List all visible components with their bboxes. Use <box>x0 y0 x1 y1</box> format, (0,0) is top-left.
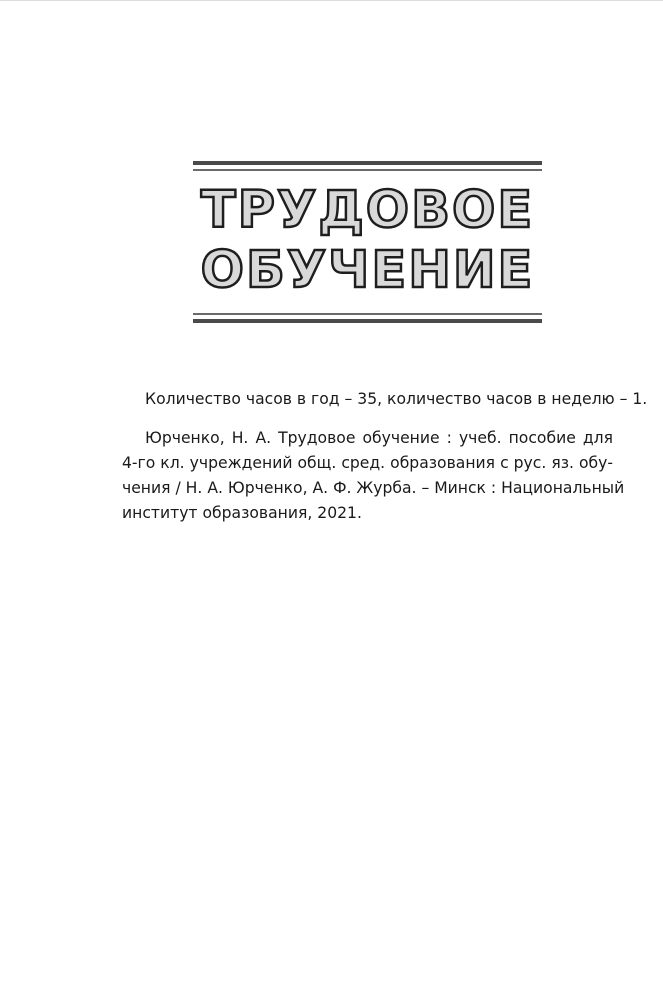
top-rule-thick <box>193 161 542 165</box>
top-rule <box>193 161 542 171</box>
text-block <box>122 386 648 526</box>
citation-line: чения / Н. А. Юрченко, А. Ф. Журба. – Минск : Национальный <box>122 479 625 497</box>
citation-line: Юрченко, Н. А. Трудовое обучение : учеб. пособие для <box>145 429 613 447</box>
title-line-2: ОБУЧЕНИЕ <box>200 241 535 300</box>
bibliographic-citation <box>122 426 625 526</box>
citation-line: институт образования, 2021. <box>122 504 362 522</box>
title-line-1: ТРУДОВОЕ <box>200 181 535 240</box>
bottom-rule-thick <box>193 319 542 323</box>
hours-info: Количество часов в год – 35, количество часов в неделю – 1. <box>145 390 648 408</box>
bottom-rule <box>193 313 542 323</box>
citation-line: 4-го кл. учреждений общ. сред. образования с рус. яз. обу- <box>122 454 613 472</box>
top-rule-thin <box>193 169 542 171</box>
bottom-rule-thin <box>193 313 542 315</box>
title-block <box>193 161 542 323</box>
